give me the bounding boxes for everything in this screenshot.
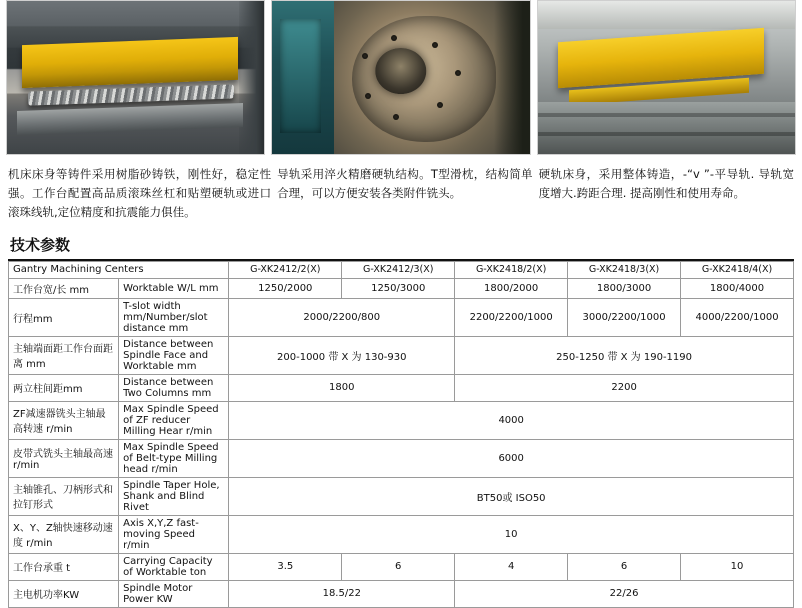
spec-cell: 4	[455, 553, 568, 580]
spec-row-label-en: Worktable W/L mm	[119, 278, 229, 298]
spec-header-row	[9, 261, 794, 278]
spec-row-label-en: Spindle Motor Power KW	[119, 580, 229, 607]
spec-cell: 18.5/22	[229, 580, 455, 607]
spec-header-model-4: G-XK2418/3(X)	[568, 261, 681, 278]
spec-row-label-en: Max Spindle Speed of Belt-type Milling head r/min	[119, 439, 229, 477]
spec-row	[9, 553, 794, 580]
spec-cell: 1250/3000	[342, 278, 455, 298]
spec-row-label-cn: 主轴端面距工作台面距离 mm	[9, 336, 119, 374]
spec-header-model-2: G-XK2412/3(X)	[342, 261, 455, 278]
spec-cell: BT50或 ISO50	[229, 477, 794, 515]
spec-row-label-cn: ZF减速器铣头主轴最高转速 r/min	[9, 401, 119, 439]
spec-row-label-cn: 工作台宽/长 mm	[9, 278, 119, 298]
spec-row-label-en: Carrying Capacity of Worktable ton	[119, 553, 229, 580]
spec-cell: 1800/4000	[681, 278, 794, 298]
spec-cell: 1800	[229, 374, 455, 401]
spec-row-label-cn: 工作台承重 t	[9, 553, 119, 580]
spec-row	[9, 278, 794, 298]
spec-cell: 10	[229, 515, 794, 553]
spec-header-model-5: G-XK2418/4(X)	[681, 261, 794, 278]
spec-cell: 2200/2200/1000	[455, 298, 568, 336]
spec-header-model-1: G-XK2412/2(X)	[229, 261, 342, 278]
photo-row	[0, 0, 802, 155]
spec-cell: 6	[568, 553, 681, 580]
spec-row-label-cn: 主轴锥孔、刀柄形式和拉钉形式	[9, 477, 119, 515]
spec-section	[0, 228, 802, 608]
spec-row	[9, 477, 794, 515]
spec-cell: 2200	[455, 374, 794, 401]
spec-row-label-en: Max Spindle Speed of ZF reducer Milling Hear r/min	[119, 401, 229, 439]
caption-machine-bed: 机床床身等铸件采用树脂砂铸铁，刚性好，稳定性强。工作台配置高品质滚珠丝杠和贴塑硬轨或进口滚珠线轨,定位精度和抗震能力俱佳。	[8, 167, 272, 219]
photo-machine-bed	[6, 0, 265, 155]
caption-row	[0, 155, 802, 228]
spec-cell: 1250/2000	[229, 278, 342, 298]
spec-row-label-cn: X、Y、Z轴快速移动速度 r/min	[9, 515, 119, 553]
photo2-bolt-hole	[437, 102, 443, 108]
photo1-yellow-worktable	[22, 37, 238, 88]
spec-row	[9, 374, 794, 401]
spec-header-category: Gantry Machining Centers	[9, 261, 229, 278]
photo3-top-strip	[538, 1, 795, 29]
spec-header-model-3: G-XK2418/2(X)	[455, 261, 568, 278]
spec-row	[9, 336, 794, 374]
photo1-background-wall	[239, 1, 265, 154]
spec-cell: 22/26	[455, 580, 794, 607]
spec-cell: 4000/2200/1000	[681, 298, 794, 336]
spec-row	[9, 439, 794, 477]
photo2-bolt-hole	[365, 93, 371, 99]
spec-row-label-en: Spindle Taper Hole, Shank and Blind Rivet	[119, 477, 229, 515]
spec-table	[8, 261, 794, 608]
photo2-bolt-hole	[391, 35, 397, 41]
spec-cell: 1800/2000	[455, 278, 568, 298]
spec-cell: 6000	[229, 439, 794, 477]
spec-cell: 2000/2200/800	[229, 298, 455, 336]
caption-spindle-flange: 导轨采用淬火精磨硬轨结构。T型滑枕，结构简单合理，可以方便安装各类附件铣头。	[277, 167, 533, 200]
spec-cell: 250-1250 带 X 为 190-1190	[455, 336, 794, 374]
spec-row-label-cn: 两立柱间距mm	[9, 374, 119, 401]
spec-row-label-cn: 主电机功率KW	[9, 580, 119, 607]
spec-cell: 4000	[229, 401, 794, 439]
photo2-dark-edge	[494, 1, 530, 154]
spec-row	[9, 298, 794, 336]
spec-cell: 6	[342, 553, 455, 580]
spec-cell: 200-1000 带 X 为 130-930	[229, 336, 455, 374]
spec-cell: 10	[681, 553, 794, 580]
spec-row-label-en: T-slot width mm/Number/slot distance mm	[119, 298, 229, 336]
spec-table-body	[9, 278, 794, 607]
spec-row	[9, 401, 794, 439]
spec-row	[9, 580, 794, 607]
photo1-rail-block	[17, 103, 243, 135]
spec-cell: 1800/3000	[568, 278, 681, 298]
photo2-bolt-hole	[455, 70, 461, 76]
photo-hard-rail-bed	[537, 0, 796, 155]
spec-row	[9, 515, 794, 553]
spec-table-head	[9, 261, 794, 278]
photo2-teal-bar	[280, 19, 321, 132]
spec-cell: 3.5	[229, 553, 342, 580]
photo-spindle-flange	[271, 0, 530, 155]
spec-row-label-en: Distance between Two Columns mm	[119, 374, 229, 401]
spec-row-label-en: Distance between Spindle Face and Worktable mm	[119, 336, 229, 374]
photo3-grey-rail-base	[538, 102, 795, 154]
spec-title: 技术参数	[8, 232, 794, 261]
photo3-rail-slot	[538, 113, 795, 117]
photo1-ballscrew	[28, 85, 234, 106]
spec-row-label-cn: 行程mm	[9, 298, 119, 336]
spec-row-label-en: Axis X,Y,Z fast-moving Speed r/min	[119, 515, 229, 553]
caption-hard-rail-bed: 硬轨床身，采用整体铸造，-“v ”-平导轨. 导轨宽度增大.跨距合理. 提高刚性和使用寿命。	[538, 167, 795, 200]
photo3-rail-slot	[538, 132, 795, 136]
photo2-spindle-bore	[375, 48, 426, 94]
spec-cell: 3000/2200/1000	[568, 298, 681, 336]
spec-row-label-cn: 皮带式铣头主轴最高速 r/min	[9, 439, 119, 477]
